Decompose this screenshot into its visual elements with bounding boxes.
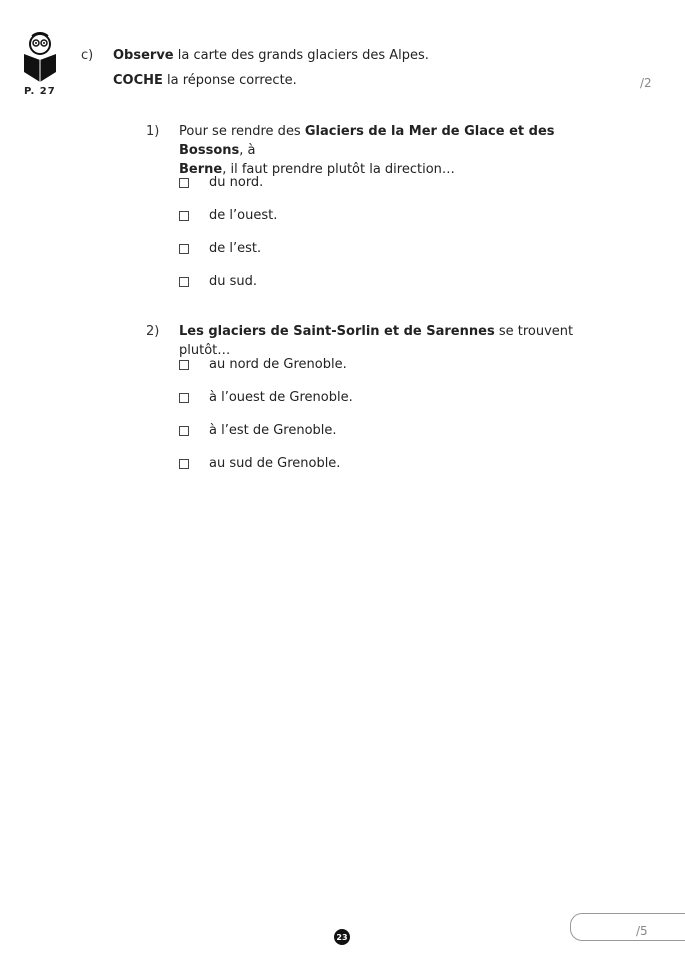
- instruction-observe: [113, 48, 429, 63]
- instruction-observe-text: la carte des grands glaciers des Alpes.: [173, 48, 429, 63]
- total-score-box: [570, 913, 685, 941]
- q2-option-4[interactable]: [179, 456, 340, 471]
- q1-bold-a: Glaciers de la Mer de Glace et des Bossons: [179, 124, 555, 158]
- checkbox[interactable]: [179, 211, 189, 221]
- q2-text-b: se trouvent plutôt…: [179, 324, 574, 358]
- checkbox[interactable]: [179, 393, 189, 403]
- question-2-number: 2): [146, 324, 160, 339]
- q1-option-3[interactable]: [179, 241, 261, 256]
- reading-character-logo-icon: [22, 32, 58, 84]
- option-label: à l’ouest de Grenoble.: [209, 390, 353, 405]
- option-label: du sud.: [209, 274, 258, 289]
- q1-option-4[interactable]: [179, 274, 257, 289]
- page-reference: P. 27: [24, 86, 56, 97]
- q1-text-c: , il faut prendre plutôt la direction…: [222, 162, 455, 177]
- q2-option-1[interactable]: [179, 357, 347, 372]
- instruction-observe-bold: Observe: [113, 48, 174, 63]
- checkbox[interactable]: [179, 360, 189, 370]
- checkbox[interactable]: [179, 244, 189, 254]
- checkbox[interactable]: [179, 277, 189, 287]
- checkbox[interactable]: [179, 426, 189, 436]
- q1-text-b: , à: [239, 143, 256, 158]
- checkbox[interactable]: [179, 459, 189, 469]
- page-number-badge: 23: [334, 929, 350, 945]
- checkbox[interactable]: [179, 178, 189, 188]
- option-label: au nord de Grenoble.: [209, 357, 347, 372]
- q2-option-2[interactable]: [179, 390, 353, 405]
- question-2-text: [179, 322, 599, 360]
- question-score: /2: [640, 76, 652, 90]
- q1-option-2[interactable]: [179, 208, 277, 223]
- q1-bold-b: Berne: [179, 162, 223, 177]
- q2-bold-a: Les glaciers de Saint-Sorlin et de Sarennes: [179, 324, 495, 339]
- question-1-text: [179, 122, 599, 179]
- instruction-coche-bold: COCHE: [113, 73, 163, 88]
- total-score: /5: [636, 924, 648, 938]
- instruction-coche: [113, 73, 297, 88]
- option-label: à l’est de Grenoble.: [209, 423, 337, 438]
- option-label: au sud de Grenoble.: [209, 456, 341, 471]
- option-label: du nord.: [209, 175, 264, 190]
- q1-text-a: Pour se rendre des: [179, 124, 305, 139]
- option-label: de l’est.: [209, 241, 262, 256]
- question-1-number: 1): [146, 124, 160, 139]
- q1-option-1[interactable]: [179, 175, 263, 190]
- q2-option-3[interactable]: [179, 423, 337, 438]
- instruction-coche-text: la réponse correcte.: [162, 73, 297, 88]
- option-label: de l’ouest.: [209, 208, 278, 223]
- question-letter: c): [81, 48, 94, 63]
